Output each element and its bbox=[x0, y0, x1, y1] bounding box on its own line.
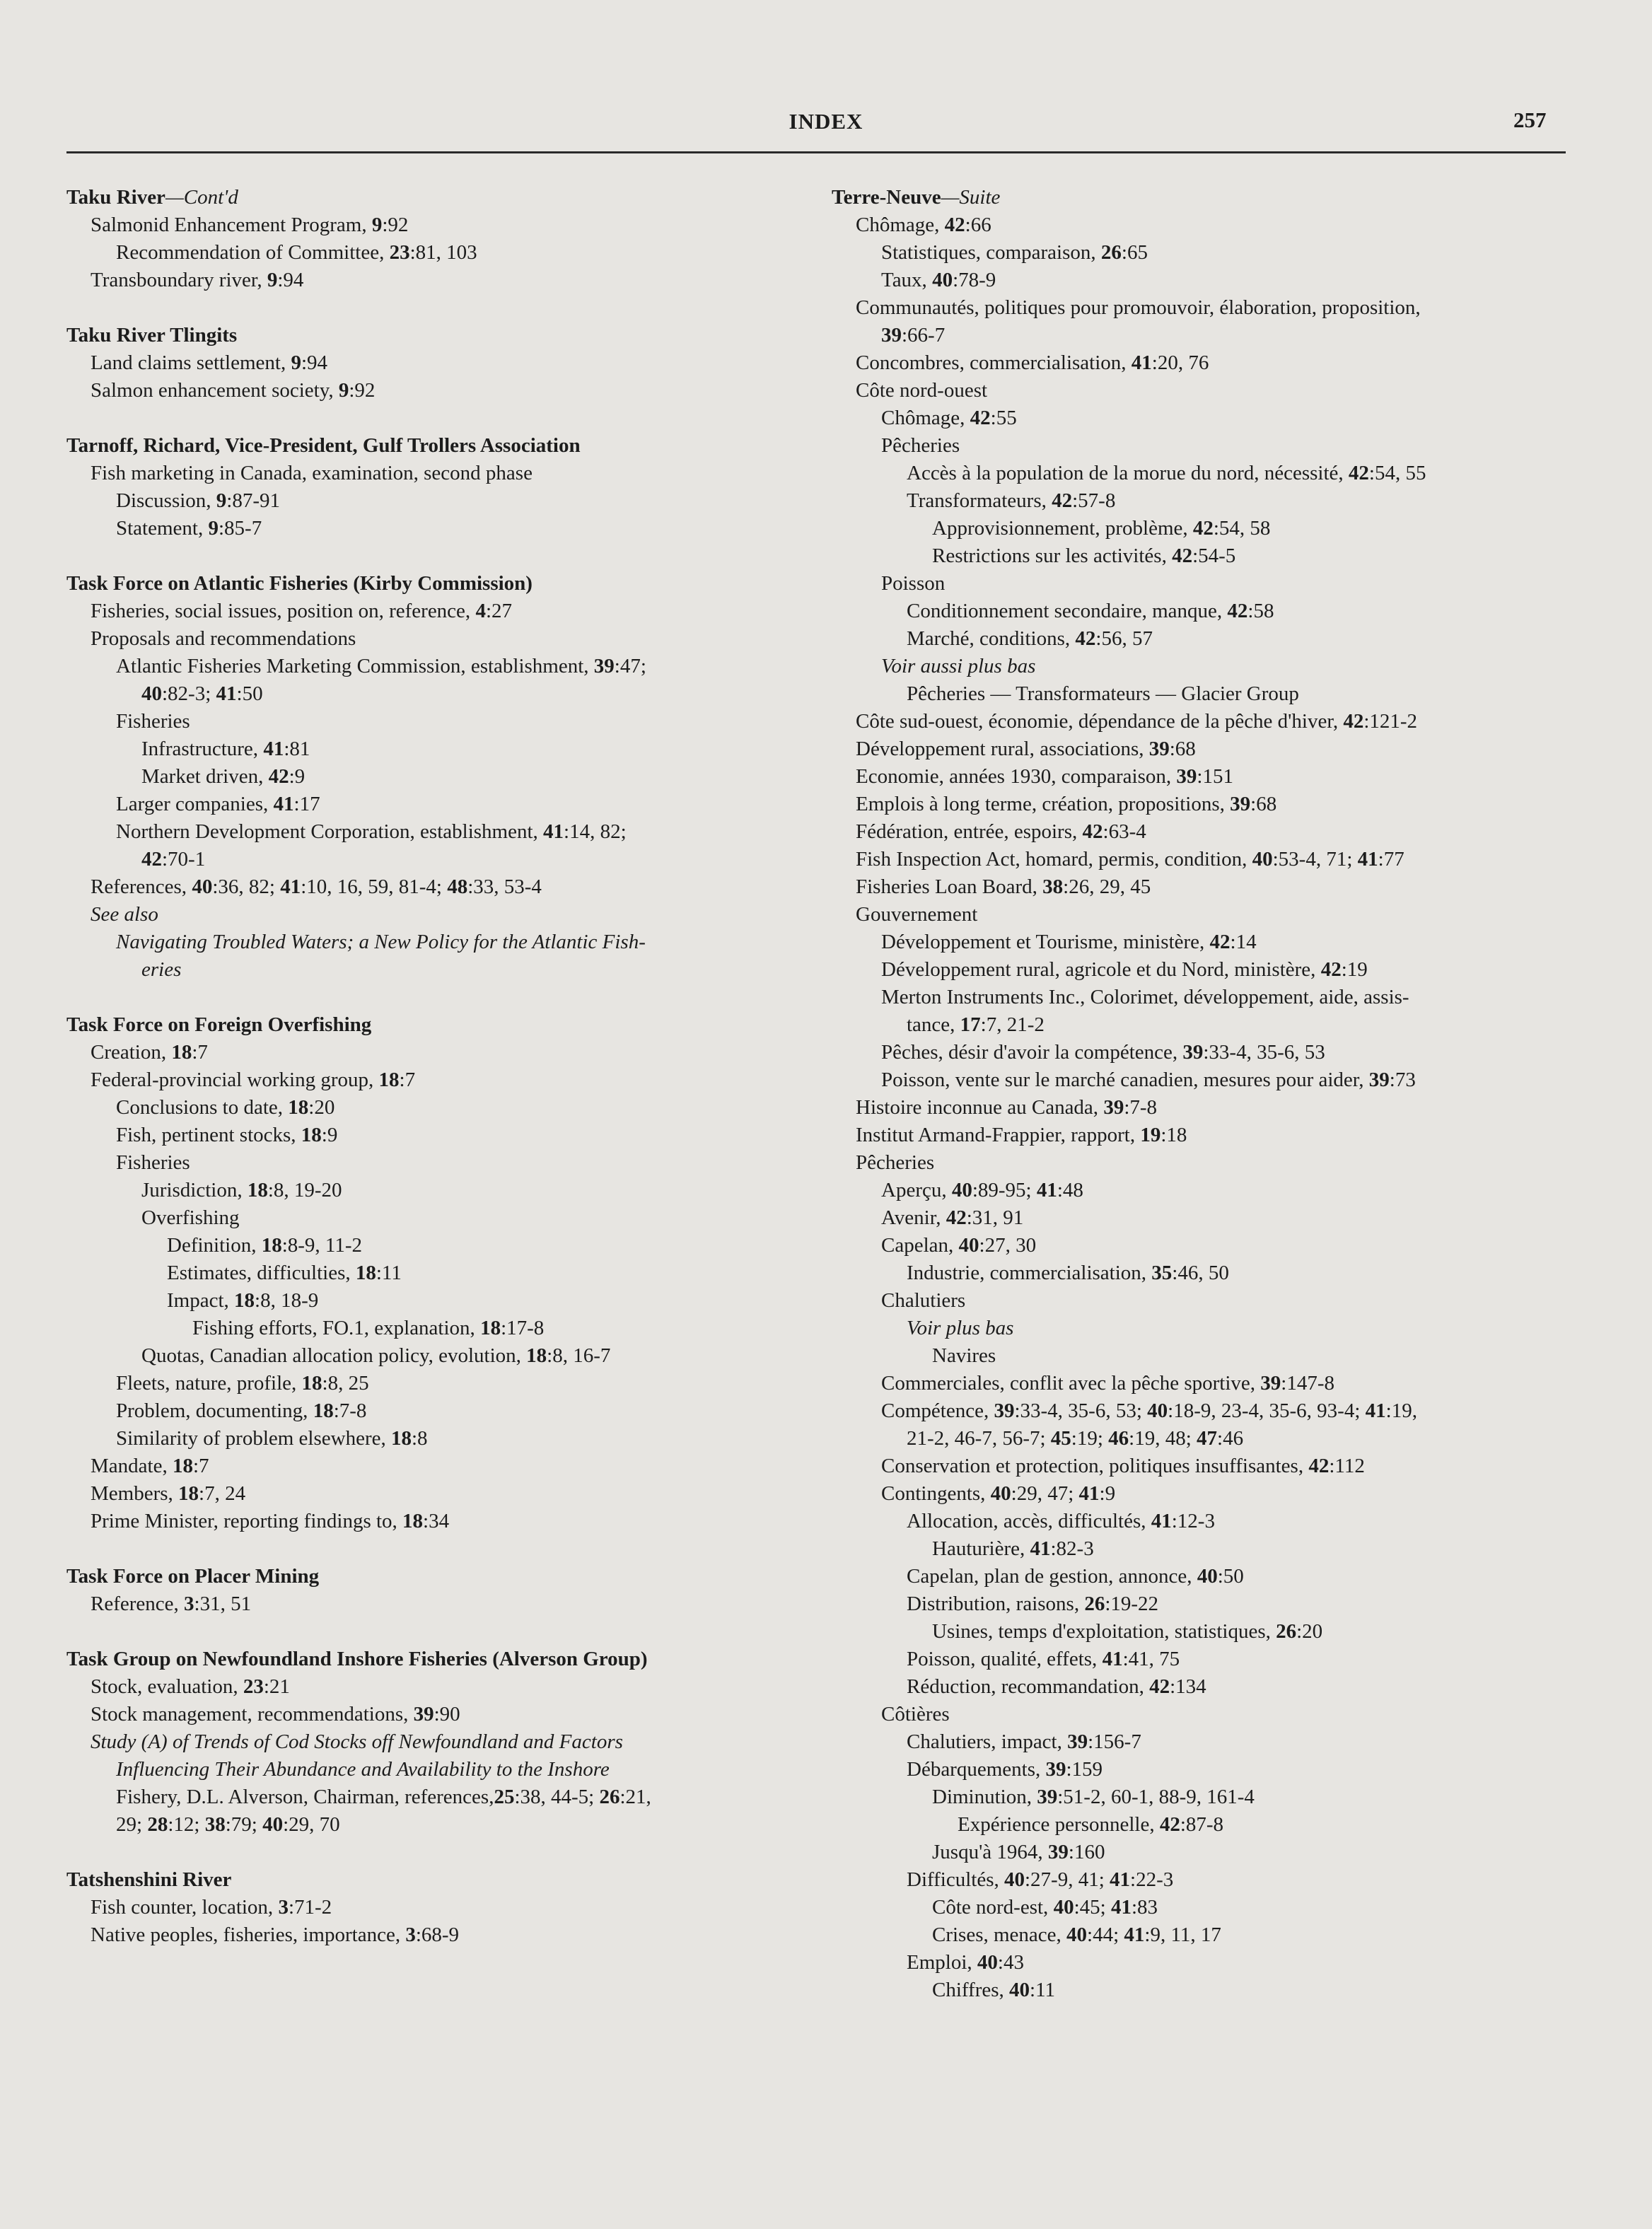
index-subentry: Members, 18:7, 24 bbox=[91, 1482, 246, 1505]
index-subentry: Pêcheries bbox=[856, 1151, 935, 1174]
index-subentry: Similarity of problem elsewhere, 18:8 bbox=[116, 1427, 428, 1450]
index-subentry: 21-2, 46-7, 56-7; 45:19; 46:19, 48; 47:46 bbox=[907, 1427, 1244, 1450]
index-subentry: Côtières bbox=[881, 1703, 950, 1725]
index-entry bbox=[832, 184, 1581, 2004]
index-subentry: Approvisionnement, problème, 42:54, 58 bbox=[932, 517, 1271, 540]
index-subentry: Navires bbox=[932, 1344, 996, 1367]
index-entry bbox=[66, 1866, 802, 1949]
index-subentry: Pêcheries — Transformateurs — Glacier Group bbox=[907, 682, 1299, 705]
index-subentry: Restrictions sur les activités, 42:54-5 bbox=[932, 545, 1236, 567]
page-header-title: INDEX bbox=[789, 109, 863, 134]
index-subentry: Statement, 9:85-7 bbox=[116, 517, 262, 540]
index-subentry: Chalutiers, impact, 39:156-7 bbox=[907, 1730, 1141, 1753]
index-subentry: Jusqu'à 1964, 39:160 bbox=[932, 1841, 1105, 1863]
index-subentry: Industrie, commercialisation, 35:46, 50 bbox=[907, 1262, 1229, 1284]
index-subentry: Salmon enhancement society, 9:92 bbox=[91, 379, 376, 402]
index-heading-suffix: —Suite bbox=[941, 186, 1001, 209]
index-subentry: 40:82-3; 41:50 bbox=[141, 682, 263, 705]
index-subentry: Pêcheries bbox=[881, 434, 960, 457]
header-rule bbox=[66, 151, 1566, 153]
index-subentry: Fédération, entrée, espoirs, 42:63-4 bbox=[856, 820, 1146, 843]
index-heading-text: Taku River Tlingits bbox=[66, 324, 238, 347]
index-subentry: Mandate, 18:7 bbox=[91, 1455, 209, 1477]
index-subentry: Fishery, D.L. Alverson, Chairman, references,25:38, 44-5; 26:21, bbox=[116, 1786, 651, 1808]
index-subentry: Compétence, 39:33-4, 35-6, 53; 40:18-9, 23-4, 35-6, 93-4; 41:19, bbox=[881, 1399, 1417, 1422]
index-subentry: Institut Armand-Frappier, rapport, 19:18 bbox=[856, 1124, 1187, 1146]
index-subentry: Recommendation of Committee, 23:81, 103 bbox=[116, 241, 477, 264]
index-subentry: Study (A) of Trends of Cod Stocks off Newfoundland and Factors bbox=[91, 1730, 623, 1753]
index-subentry: Côte nord-ouest bbox=[856, 379, 988, 402]
index-subentry: Hauturière, 41:82-3 bbox=[932, 1537, 1094, 1560]
index-subentry: Contingents, 40:29, 47; 41:9 bbox=[881, 1482, 1116, 1505]
index-subentry: Chômage, 42:55 bbox=[881, 407, 1017, 429]
index-subentry: 42:70-1 bbox=[141, 848, 206, 871]
index-subentry: Crises, menace, 40:44; 41:9, 11, 17 bbox=[932, 1924, 1221, 1946]
index-subentry: Definition, 18:8-9, 11-2 bbox=[167, 1234, 362, 1257]
index-heading-text: Task Force on Foreign Overfishing bbox=[66, 1013, 372, 1036]
index-heading-text: Taku River bbox=[66, 186, 165, 209]
index-heading-text: Task Force on Atlantic Fisheries (Kirby Commission) bbox=[66, 572, 533, 595]
index-subentry: Taux, 40:78-9 bbox=[881, 269, 996, 291]
index-subentry: Statistiques, comparaison, 26:65 bbox=[881, 241, 1148, 264]
index-subentry: Distribution, raisons, 26:19-22 bbox=[907, 1593, 1159, 1615]
index-subentry: Capelan, plan de gestion, annonce, 40:50 bbox=[907, 1565, 1244, 1588]
index-subentry: Creation, 18:7 bbox=[91, 1041, 208, 1064]
index-subentry: Reference, 3:31, 51 bbox=[91, 1593, 252, 1615]
index-subentry: Conditionnement secondaire, manque, 42:58 bbox=[907, 600, 1274, 622]
index-subentry: Fish marketing in Canada, examination, second phase bbox=[91, 462, 533, 484]
index-heading bbox=[832, 184, 1581, 211]
index-subentry: Accès à la population de la morue du nord, nécessité, 42:54, 55 bbox=[907, 462, 1426, 484]
index-subentry: Côte nord-est, 40:45; 41:83 bbox=[932, 1896, 1158, 1919]
index-subentry: Economie, années 1930, comparaison, 39:151 bbox=[856, 765, 1233, 788]
index-subentry: Chômage, 42:66 bbox=[856, 214, 991, 236]
index-subentry: Poisson, vente sur le marché canadien, mesures pour aider, 39:73 bbox=[881, 1069, 1416, 1091]
index-subentry: Emploi, 40:43 bbox=[907, 1951, 1024, 1974]
index-heading-text: Task Group on Newfoundland Inshore Fisheries (Alverson Group) bbox=[66, 1648, 648, 1670]
index-subentry: Concombres, commercialisation, 41:20, 76 bbox=[856, 351, 1209, 374]
index-heading bbox=[66, 1866, 802, 1894]
index-subentry: Aperçu, 40:89-95; 41:48 bbox=[881, 1179, 1083, 1201]
index-heading bbox=[66, 322, 802, 349]
index-subentry: 39:66-7 bbox=[881, 324, 946, 347]
index-subentry: Difficultés, 40:27-9, 41; 41:22-3 bbox=[907, 1868, 1174, 1891]
index-entry bbox=[66, 570, 802, 984]
index-subentry: Jurisdiction, 18:8, 19-20 bbox=[141, 1179, 342, 1201]
index-subentry: Chalutiers bbox=[881, 1289, 966, 1312]
index-subentry: Développement et Tourisme, ministère, 42:14 bbox=[881, 931, 1257, 953]
index-subentry: Salmonid Enhancement Program, 9:92 bbox=[91, 214, 409, 236]
index-heading-suffix: —Cont'd bbox=[165, 186, 238, 209]
index-subentry: Problem, documenting, 18:7-8 bbox=[116, 1399, 367, 1422]
index-subentry: Fisheries, social issues, position on, reference, 4:27 bbox=[91, 600, 512, 622]
index-subentry: Voir plus bas bbox=[907, 1317, 1014, 1339]
index-subentry: Avenir, 42:31, 91 bbox=[881, 1206, 1024, 1229]
index-subentry: Stock, evaluation, 23:21 bbox=[91, 1675, 290, 1698]
index-subentry: Federal-provincial working group, 18:7 bbox=[91, 1069, 416, 1091]
index-entry bbox=[66, 322, 802, 405]
index-entry bbox=[66, 184, 802, 294]
index-subentry: Conservation et protection, politiques insuffisantes, 42:112 bbox=[881, 1455, 1365, 1477]
index-entry bbox=[66, 432, 802, 542]
index-subentry: Marché, conditions, 42:56, 57 bbox=[907, 627, 1153, 650]
index-heading-text: Task Force on Placer Mining bbox=[66, 1565, 320, 1588]
index-subentry: Pêches, désir d'avoir la compétence, 39:33-4, 35-6, 53 bbox=[881, 1041, 1325, 1064]
index-subentry: Overfishing bbox=[141, 1206, 240, 1229]
index-subentry: Larger companies, 41:17 bbox=[116, 793, 320, 815]
index-subentry: Market driven, 42:9 bbox=[141, 765, 306, 788]
index-heading-text: Tarnoff, Richard, Vice-President, Gulf Trollers Association bbox=[66, 434, 581, 457]
index-entry bbox=[66, 1563, 802, 1618]
index-subentry: Fisheries Loan Board, 38:26, 29, 45 bbox=[856, 875, 1151, 898]
index-subentry: Impact, 18:8, 18-9 bbox=[167, 1289, 319, 1312]
index-subentry: eries bbox=[141, 958, 182, 981]
index-subentry: Transboundary river, 9:94 bbox=[91, 269, 304, 291]
index-subentry: Réduction, recommandation, 42:134 bbox=[907, 1675, 1206, 1698]
index-subentry: Fish Inspection Act, homard, permis, condition, 40:53-4, 71; 41:77 bbox=[856, 848, 1404, 871]
index-subentry: Côte sud-ouest, économie, dépendance de la pêche d'hiver, 42:121-2 bbox=[856, 710, 1418, 733]
index-subentry: Fisheries bbox=[116, 1151, 190, 1174]
index-subentry: Diminution, 39:51-2, 60-1, 88-9, 161-4 bbox=[932, 1786, 1255, 1808]
index-heading bbox=[66, 184, 802, 211]
index-subentry: 29; 28:12; 38:79; 40:29, 70 bbox=[116, 1813, 340, 1836]
index-subentry: Développement rural, agricole et du Nord, ministère, 42:19 bbox=[881, 958, 1368, 981]
index-subentry: Poisson, qualité, effets, 41:41, 75 bbox=[907, 1648, 1180, 1670]
index-subentry: Usines, temps d'exploitation, statistiques, 26:20 bbox=[932, 1620, 1323, 1643]
index-subentry: Chiffres, 40:11 bbox=[932, 1979, 1055, 2001]
index-subentry: Atlantic Fisheries Marketing Commission, establishment, 39:47; bbox=[116, 655, 646, 677]
index-subentry: Fish, pertinent stocks, 18:9 bbox=[116, 1124, 338, 1146]
index-subentry: Poisson bbox=[881, 572, 946, 595]
index-subentry: Infrastructure, 41:81 bbox=[141, 738, 310, 760]
index-heading bbox=[66, 1646, 802, 1673]
index-subentry: Prime Minister, reporting findings to, 18:34 bbox=[91, 1510, 450, 1532]
index-entry bbox=[66, 1011, 802, 1535]
index-subentry: Allocation, accès, difficultés, 41:12-3 bbox=[907, 1510, 1215, 1532]
index-entry bbox=[66, 1646, 802, 1839]
index-subentry: Gouvernement bbox=[856, 903, 978, 926]
index-heading bbox=[66, 432, 802, 460]
right-column bbox=[832, 184, 1581, 2032]
index-subentry: Fishing efforts, FO.1, explanation, 18:17-8 bbox=[192, 1317, 545, 1339]
index-subentry: Commerciales, conflit avec la pêche sportive, 39:147-8 bbox=[881, 1372, 1335, 1395]
index-heading bbox=[66, 570, 802, 598]
index-subentry: Stock management, recommendations, 39:90 bbox=[91, 1703, 460, 1725]
index-subentry: Merton Instruments Inc., Colorimet, développement, aide, assis- bbox=[881, 986, 1409, 1008]
index-subentry: Expérience personnelle, 42:87-8 bbox=[958, 1813, 1224, 1836]
index-subentry: Discussion, 9:87-91 bbox=[116, 489, 281, 512]
index-subentry: Débarquements, 39:159 bbox=[907, 1758, 1103, 1781]
index-heading bbox=[66, 1563, 802, 1590]
index-subentry: Quotas, Canadian allocation policy, evolution, 18:8, 16-7 bbox=[141, 1344, 611, 1367]
index-subentry: Proposals and recommendations bbox=[91, 627, 356, 650]
page-number: 257 bbox=[1513, 107, 1547, 132]
index-subentry: Estimates, difficulties, 18:11 bbox=[167, 1262, 402, 1284]
index-subentry: Développement rural, associations, 39:68 bbox=[856, 738, 1196, 760]
index-subentry: Land claims settlement, 9:94 bbox=[91, 351, 328, 374]
index-subentry: Navigating Troubled Waters; a New Policy for the Atlantic Fish- bbox=[116, 931, 646, 953]
index-heading-text: Tatshenshini River bbox=[66, 1868, 232, 1891]
index-subentry: Transformateurs, 42:57-8 bbox=[907, 489, 1116, 512]
index-subentry: Fisheries bbox=[116, 710, 190, 733]
index-subentry: References, 40:36, 82; 41:10, 16, 59, 81-4; 48:33, 53-4 bbox=[91, 875, 542, 898]
left-column bbox=[66, 184, 802, 1977]
index-subentry: Conclusions to date, 18:20 bbox=[116, 1096, 335, 1119]
index-heading-text: Terre-Neuve bbox=[832, 186, 941, 209]
index-subentry: See also bbox=[91, 903, 158, 926]
index-subentry: Histoire inconnue au Canada, 39:7-8 bbox=[856, 1096, 1158, 1119]
index-subentry: tance, 17:7, 21-2 bbox=[907, 1013, 1045, 1036]
index-subentry: Voir aussi plus bas bbox=[881, 655, 1036, 677]
index-subentry: Native peoples, fisheries, importance, 3:68-9 bbox=[91, 1924, 460, 1946]
index-subentry: Fish counter, location, 3:71-2 bbox=[91, 1896, 332, 1919]
index-subentry: Influencing Their Abundance and Availability to the Inshore bbox=[116, 1758, 610, 1781]
index-heading bbox=[66, 1011, 802, 1039]
index-subentry: Communautés, politiques pour promouvoir, élaboration, proposition, bbox=[856, 296, 1421, 319]
index-subentry: Emplois à long terme, création, propositions, 39:68 bbox=[856, 793, 1277, 815]
index-subentry: Capelan, 40:27, 30 bbox=[881, 1234, 1037, 1257]
index-subentry: Fleets, nature, profile, 18:8, 25 bbox=[116, 1372, 369, 1395]
index-subentry: Northern Development Corporation, establishment, 41:14, 82; bbox=[116, 820, 627, 843]
